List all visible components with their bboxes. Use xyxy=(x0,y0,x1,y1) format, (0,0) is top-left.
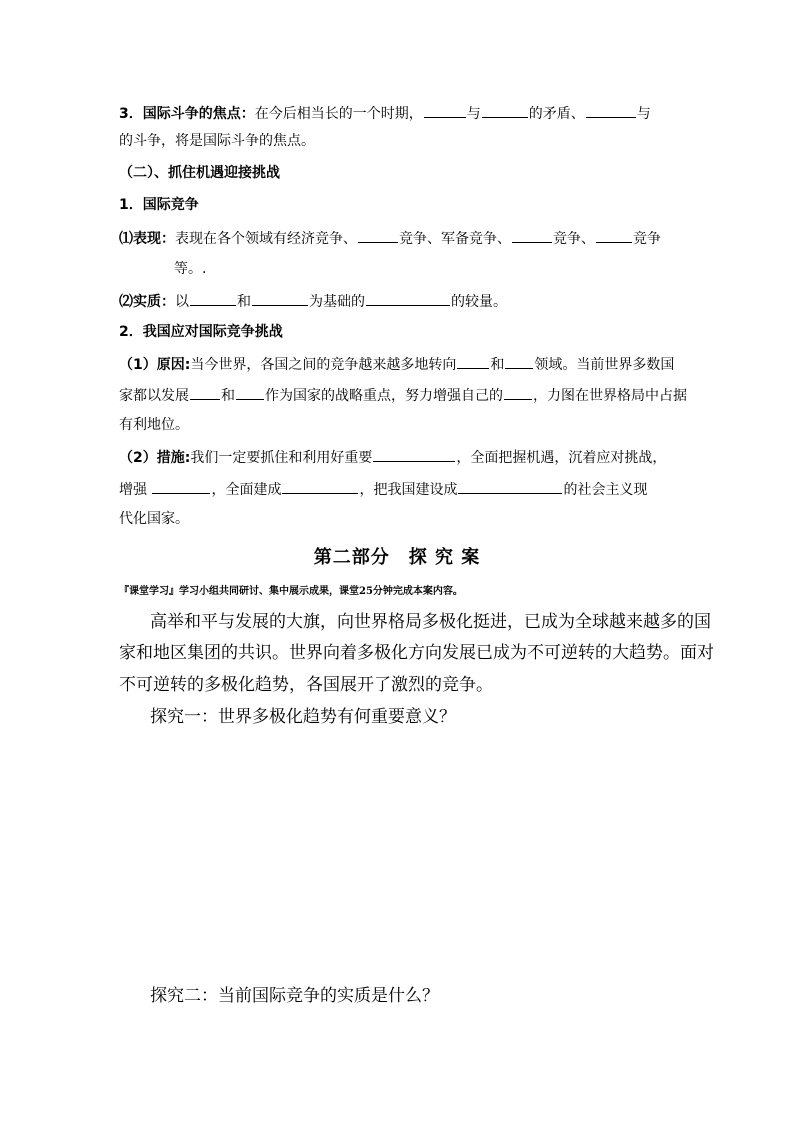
explore-question-1: 探究一：世界多极化趋势有何重要意义？ xyxy=(150,707,456,727)
text: 的矛盾、 xyxy=(528,106,585,122)
subsection-heading: 1．国际竞争 xyxy=(119,197,199,213)
fill-blank[interactable] xyxy=(424,102,466,118)
text: 的斗争，将是国际斗争的焦点。 xyxy=(119,133,315,149)
text: 和 xyxy=(221,388,235,404)
intro-line1: 高举和平与发展的大旗，向世界格局多极化挺进，已成为全球越来越多的国 xyxy=(150,612,711,632)
measure-line2 xyxy=(119,478,647,500)
intro-line3: 不可逆转的多极化趋势，各国展开了激烈的竞争。 xyxy=(119,675,493,695)
section3-label: 3．国际斗争的焦点： xyxy=(119,106,255,122)
fill-blank[interactable] xyxy=(190,384,220,400)
text: 表现在各个领域有经济竞争、 xyxy=(175,231,357,247)
text: 我们一定要抓住和利用好重要 xyxy=(190,450,373,466)
text: 领域。当前世界多数国 xyxy=(534,357,675,373)
text: 当今世界，各国之间的竞争越来越多地转向 xyxy=(190,357,457,373)
text: ，全面把握机遇，沉着应对挑战， xyxy=(456,450,667,466)
fill-blank[interactable] xyxy=(596,227,632,243)
text: 的较量。 xyxy=(451,294,507,310)
text: 增强 xyxy=(119,482,147,498)
performance-line xyxy=(119,227,661,249)
fill-blank[interactable] xyxy=(586,102,636,118)
text: ，把我国建设成 xyxy=(359,482,458,498)
fill-blank[interactable] xyxy=(458,478,562,494)
text: 和 xyxy=(490,357,505,373)
class-note: 『课堂学习』学习小组共同研讨、集中展示成果，课堂25分钟完成本案内容。 xyxy=(119,586,463,597)
text: 作为国家的战略重点，努力增强自己的 xyxy=(265,388,503,404)
essence-label: ⑵实质： xyxy=(119,294,175,310)
fill-blank[interactable] xyxy=(482,102,528,118)
text: 在今后相当长的一个时期， xyxy=(254,106,423,122)
explore-question-2: 探究二：当前国际竞争的实质是什么？ xyxy=(150,986,439,1006)
measure-label: （2）措施: xyxy=(119,450,191,466)
fill-blank[interactable] xyxy=(505,353,533,369)
text: 竞争、军备竞争、 xyxy=(399,231,511,247)
part-title: 第二部分 探 究 案 xyxy=(313,547,481,568)
text: 竞争 xyxy=(633,231,661,247)
fill-blank[interactable] xyxy=(373,446,455,462)
text: 家都以发展 xyxy=(119,388,189,404)
text: 竞争、 xyxy=(553,231,595,247)
reason-line1 xyxy=(119,353,674,375)
fill-blank[interactable] xyxy=(504,384,532,400)
intro-line2: 家和地区集团的共识。世界向着多极化方向发展已成为不可逆转的大趋势。面对 xyxy=(119,643,714,663)
fill-blank[interactable] xyxy=(366,290,450,306)
essence-line xyxy=(119,290,507,312)
text: 与 xyxy=(466,106,481,122)
fill-blank[interactable] xyxy=(282,478,358,494)
fill-blank[interactable] xyxy=(457,353,489,369)
performance-label: ⑴表现： xyxy=(119,231,175,247)
fill-blank[interactable] xyxy=(152,478,210,494)
reason-line2 xyxy=(119,384,687,406)
reason-line3: 有利地位。 xyxy=(119,417,189,433)
text: 和 xyxy=(237,294,251,310)
fill-blank[interactable] xyxy=(190,290,236,306)
measure-line1 xyxy=(119,446,666,468)
fill-blank[interactable] xyxy=(512,227,552,243)
subsection-heading: 2．我国应对国际竞争挑战 xyxy=(119,324,283,340)
text: 为基础的 xyxy=(309,294,365,310)
section3-line2 xyxy=(119,131,315,151)
text: 的社会主义现 xyxy=(563,482,648,498)
text: ，全面建成 xyxy=(211,482,282,498)
fill-blank[interactable] xyxy=(252,290,308,306)
reason-label: （1）原因: xyxy=(119,357,191,373)
text: 与 xyxy=(636,106,651,122)
performance-cont: 等。. xyxy=(174,261,207,277)
text: ，力图在世界格局中占据 xyxy=(533,388,687,404)
text: 以 xyxy=(175,294,189,310)
section3-line1 xyxy=(119,102,651,124)
section-heading: （二）、抓住机遇迎接挑战 xyxy=(119,165,280,181)
fill-blank[interactable] xyxy=(358,227,398,243)
fill-blank[interactable] xyxy=(236,384,264,400)
measure-line3: 代化国家。 xyxy=(119,511,189,527)
